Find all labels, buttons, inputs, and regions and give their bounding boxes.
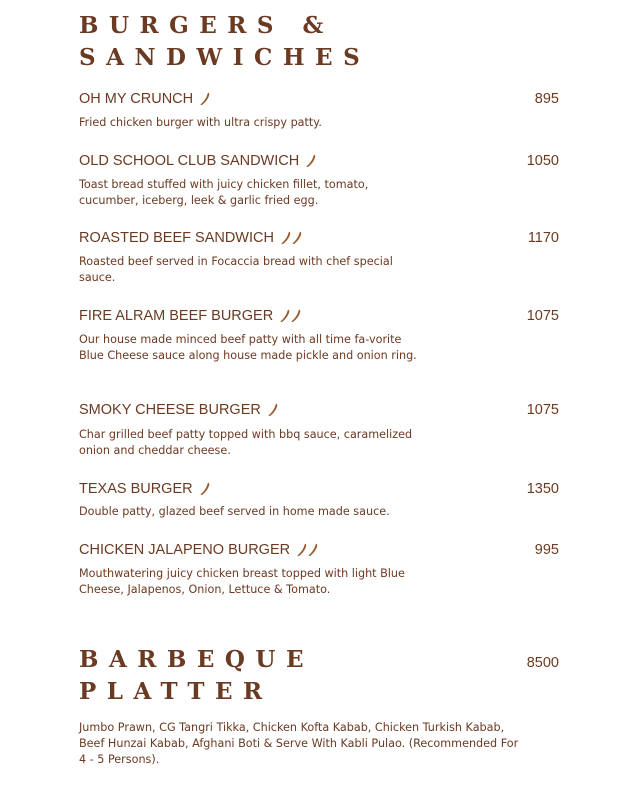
item-name-text: CHICKEN JALAPENO BURGER [79,542,291,558]
spice-level [306,154,316,168]
platter-description: Jumbo Prawn, CG Tangri Tikka, Chicken Kofta Kabab, Chicken Turkish Kabab, Beef Hunzai Kabab, Afghani Boti & Serve With Kabli Pulao. (Recommended For 4 - 5 Persons). [79,721,519,766]
spice-level [268,403,278,417]
menu-item-name [79,541,318,559]
chili-icon [200,482,210,496]
menu-item-description: Mouthwatering juicy chicken breast topped with light Blue Cheese, Jalapenos, Onion, Lettuce & Tomato. [79,567,405,596]
chili-icon [297,543,307,557]
item-name-text: SMOKY CHEESE BURGER [79,402,261,418]
spice-level [200,482,210,496]
menu-item-description: Double patty, glazed beef served in home made sauce. [79,505,390,518]
menu-item-description: Fried chicken burger with ultra crispy patty. [79,116,322,129]
menu-item-name [79,229,302,247]
item-name-text: OH MY CRUNCH [79,91,194,107]
platter-price: 8500 [526,655,559,671]
spice-level [280,309,301,323]
menu-item-price: 1350 [526,481,559,497]
menu-item-name [79,480,210,498]
chili-icon [306,154,316,168]
menu-item-description: Char grilled beef patty topped with bbq sauce, caramelized onion and cheddar cheese. [79,428,413,457]
spice-level [200,92,210,106]
chili-icon [280,309,290,323]
chili-icon [200,92,210,106]
section-title-burgers: BURGERS & SANDWICHES [79,12,371,71]
item-name-text: ROASTED BEEF SANDWICH [79,230,274,246]
spice-level [297,543,318,557]
menu-item-description: Toast bread stuffed with juicy chicken fillet, tomato, cucumber, iceberg, leek & garlic fried egg. [79,178,369,207]
item-name-text: TEXAS BURGER [79,481,193,497]
chili-icon [281,231,291,245]
chili-icon [268,403,278,417]
menu-item-name [79,307,301,325]
chili-icon [308,543,318,557]
item-name-text: OLD SCHOOL CLUB SANDWICH [79,153,300,169]
menu-item-description: Our house made minced beef patty with all time fa-vorite Blue Cheese sauce along house made pickle and onion ring. [79,333,417,362]
menu-item-price: 1050 [526,153,559,169]
menu-item-price: 995 [534,542,559,558]
menu-item-name [79,90,210,108]
chili-icon [292,231,302,245]
menu-item-name [79,401,278,419]
chili-icon [291,309,301,323]
menu-item-description: Roasted beef served in Focaccia bread with chef special sauce. [79,255,393,284]
menu-item-price: 1075 [526,402,559,418]
menu-item-price: 895 [534,91,559,107]
menu-item-price: 1170 [527,230,559,246]
menu-item-price: 1075 [526,308,559,324]
item-name-text: FIRE ALRAM BEEF BURGER [79,308,274,324]
spice-level [281,231,302,245]
menu-item-name [79,152,316,170]
section-title-barbeque: BARBEQUE PLATTER [79,646,314,705]
